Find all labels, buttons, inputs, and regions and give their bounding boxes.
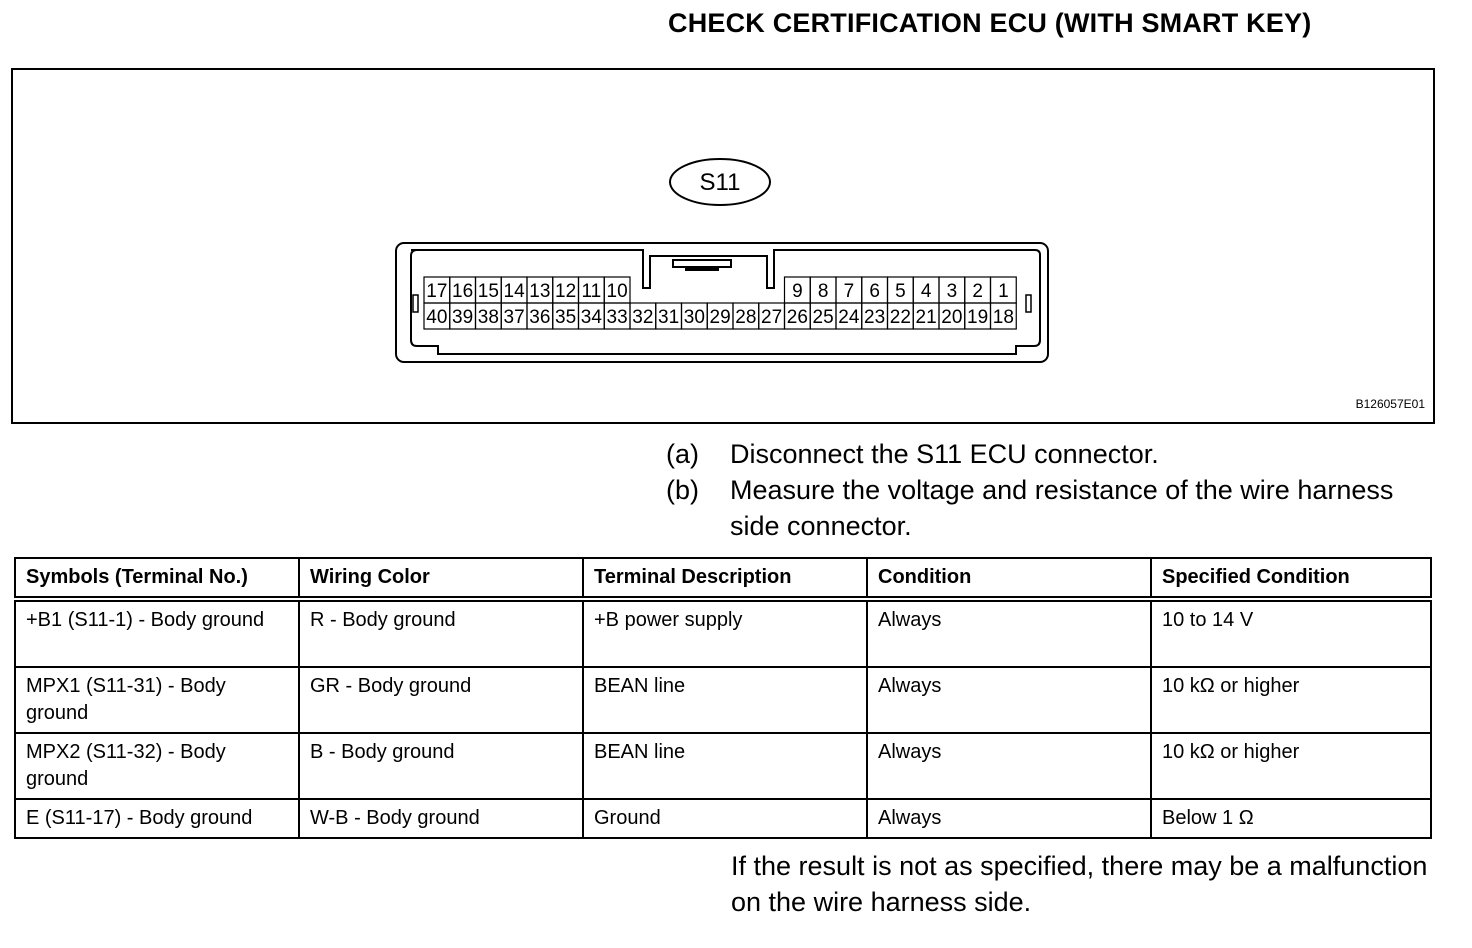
terminal-number: 29 (709, 307, 731, 328)
table-cell: 10 to 14 V (1151, 599, 1431, 667)
connector-key-left (413, 295, 418, 312)
terminal-number: 36 (529, 307, 551, 328)
terminal-number: 37 (503, 307, 525, 328)
terminal-number: 6 (869, 281, 880, 302)
terminal-number: 5 (895, 281, 906, 302)
step-text: Measure the voltage and resistance of the wire harness side connector. (730, 475, 1394, 541)
specification-table (14, 557, 1432, 839)
connector-label: S11 (699, 169, 741, 196)
table-cell: R - Body ground (299, 599, 583, 667)
table-cell: GR - Body ground (299, 667, 583, 733)
terminal-number: 4 (920, 281, 932, 302)
terminal-number: 30 (683, 307, 705, 328)
terminal-number: 35 (555, 307, 577, 328)
terminal-number: 7 (843, 281, 855, 302)
table-cell: +B power supply (583, 599, 867, 667)
terminal-number: 24 (838, 307, 860, 328)
terminal-number: 3 (946, 281, 958, 302)
terminal-number: 40 (426, 307, 448, 328)
connector-housing-inner (411, 250, 1040, 354)
terminal-number: 27 (761, 307, 783, 328)
table-cell: Always (867, 667, 1151, 733)
table-cell: B - Body ground (299, 733, 583, 799)
terminal-number: 33 (606, 307, 628, 328)
terminal-number: 15 (477, 281, 499, 302)
terminal-number: 9 (792, 281, 803, 302)
connector-key-right (1026, 295, 1031, 312)
terminal-number: 23 (864, 307, 886, 328)
table-cell: Ground (583, 799, 867, 838)
column-header: Wiring Color (299, 558, 583, 599)
column-header: Terminal Description (583, 558, 867, 599)
connector-diagram (13, 70, 1433, 422)
terminal-number: 38 (477, 307, 499, 328)
connector-latch (673, 260, 731, 267)
terminal-number: 22 (889, 307, 911, 328)
table-cell: BEAN line (583, 667, 867, 733)
step-marker: (a) (666, 439, 699, 469)
table-row (15, 733, 1431, 799)
terminal-number: 10 (606, 281, 628, 302)
terminal-number: 13 (529, 281, 551, 302)
table-row (15, 599, 1431, 667)
terminal-number: 14 (503, 281, 525, 302)
table-cell: E (S11-17) - Body ground (15, 799, 299, 838)
table-cell: Below 1 Ω (1151, 799, 1431, 838)
terminal-number: 1 (998, 281, 1009, 302)
column-header: Condition (867, 558, 1151, 599)
result-note: If the result is not as specified, there may be a malfunction on the wire harness side. (731, 851, 1428, 917)
table-cell: +B1 (S11-1) - Body ground (15, 599, 299, 667)
terminal-number: 32 (632, 307, 654, 328)
table-cell: 10 kΩ or higher (1151, 667, 1431, 733)
table-row (15, 799, 1431, 838)
procedure-step (666, 436, 1410, 472)
table-row (15, 667, 1431, 733)
procedure-steps (666, 436, 1410, 544)
table-cell: 10 kΩ or higher (1151, 733, 1431, 799)
procedure-step (666, 472, 1410, 544)
terminal-number: 28 (735, 307, 757, 328)
table-cell: W-B - Body ground (299, 799, 583, 838)
table-body (15, 599, 1431, 838)
table-cell: BEAN line (583, 733, 867, 799)
terminal-number: 26 (786, 307, 808, 328)
terminal-number: 25 (812, 307, 834, 328)
terminal-number: 2 (972, 281, 983, 302)
terminal-number: 18 (992, 307, 1014, 328)
column-header: Specified Condition (1151, 558, 1431, 599)
table-cell: Always (867, 599, 1151, 667)
table-cell: MPX2 (S11-32) - Body ground (15, 733, 299, 799)
connector-latch-tab (685, 267, 719, 271)
terminal-number: 19 (967, 307, 989, 328)
terminal-number: 12 (555, 281, 577, 302)
terminal-number: 39 (452, 307, 474, 328)
page-title: CHECK CERTIFICATION ECU (WITH SMART KEY) (668, 8, 1312, 38)
terminal-number: 21 (915, 307, 937, 328)
terminal-number: 20 (941, 307, 963, 328)
terminal-number: 16 (452, 281, 474, 302)
terminal-number: 8 (817, 281, 829, 302)
figure-code: B126057E01 (1355, 397, 1425, 411)
table-cell: Always (867, 799, 1151, 838)
terminal-number: 31 (658, 307, 680, 328)
terminal-number: 11 (581, 281, 602, 302)
step-marker: (b) (666, 475, 699, 505)
terminal-number: 34 (580, 307, 602, 328)
table-cell: Always (867, 733, 1151, 799)
connector-figure (11, 68, 1435, 424)
column-header: Symbols (Terminal No.) (15, 558, 299, 599)
table-header-row (15, 558, 1431, 599)
step-text: Disconnect the S11 ECU connector. (730, 439, 1159, 469)
table-cell: MPX1 (S11-31) - Body ground (15, 667, 299, 733)
terminal-number: 17 (426, 281, 448, 302)
terminal-grid (424, 277, 1016, 329)
